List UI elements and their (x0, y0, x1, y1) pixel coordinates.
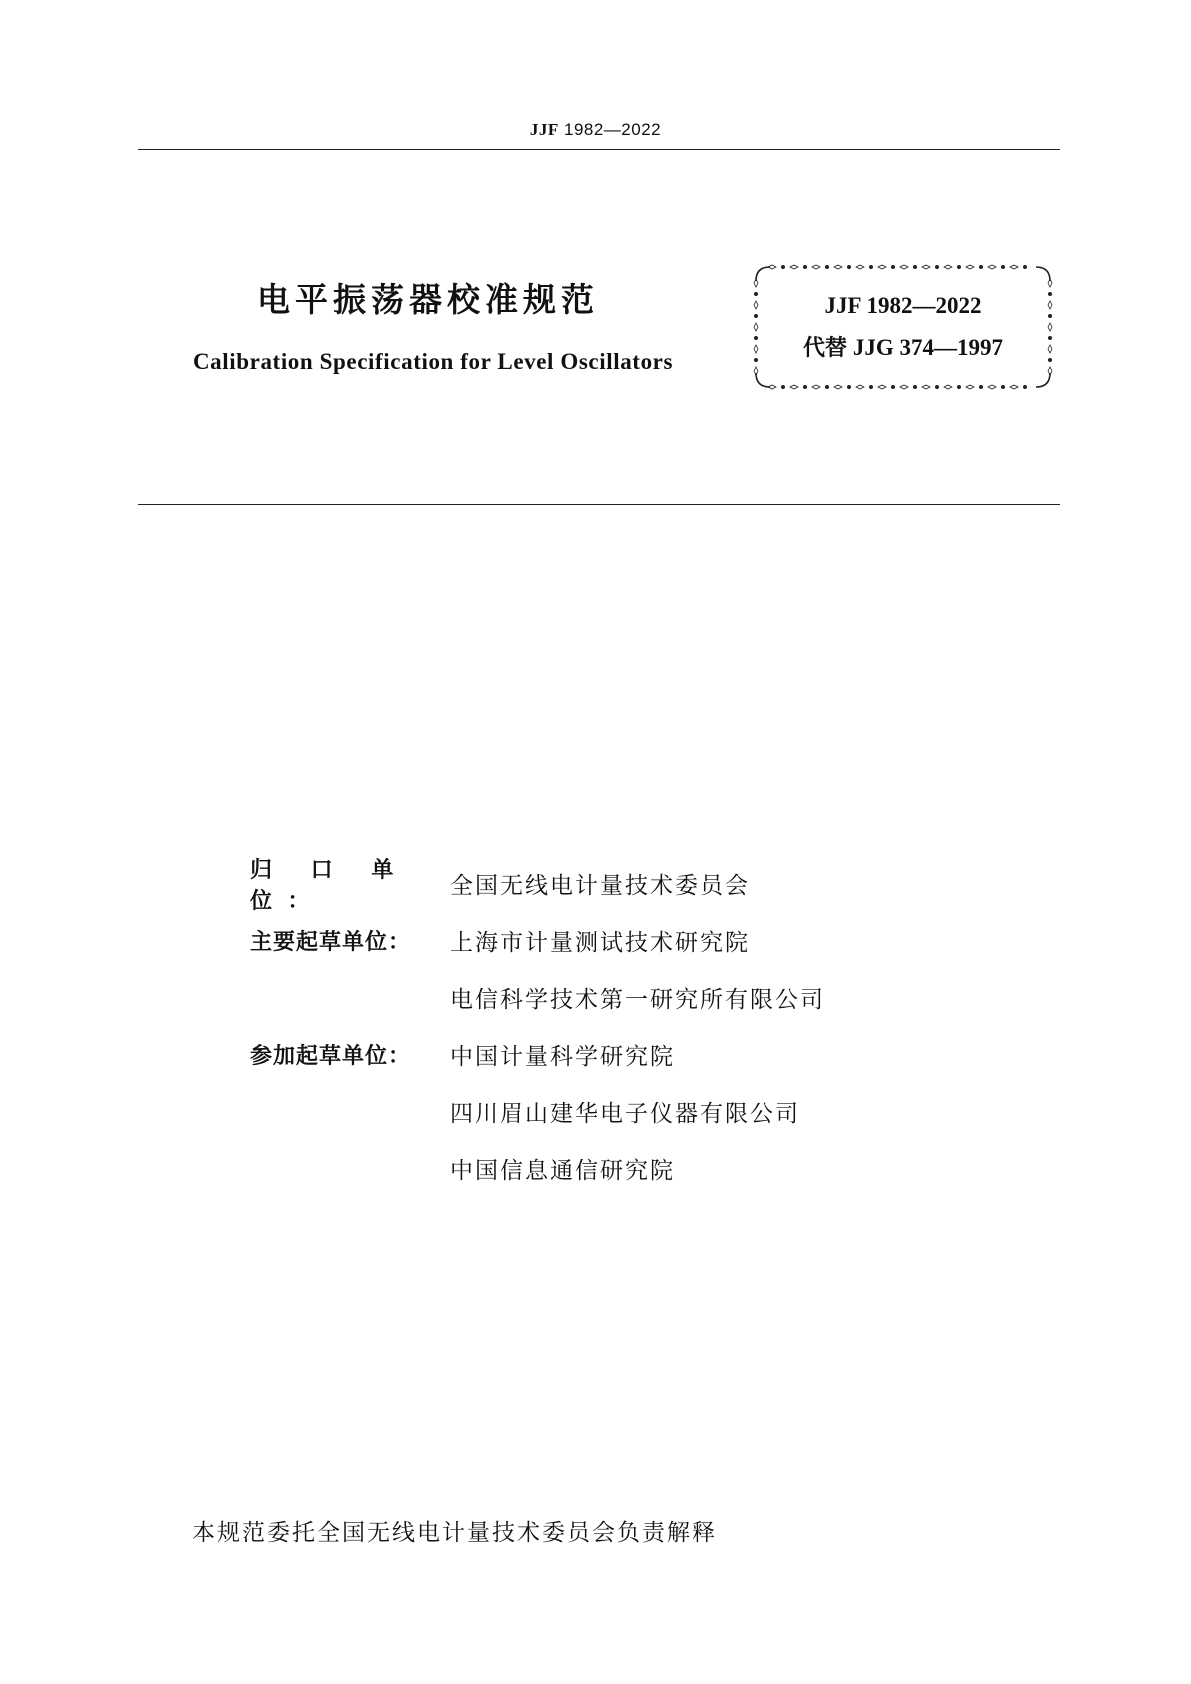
org-row-participating-3 (250, 1140, 1050, 1197)
frame-dot (935, 265, 939, 269)
frame-dot (869, 385, 873, 389)
org-label-participating: 参加起草单位： (250, 1044, 412, 1069)
frame-dot (847, 385, 851, 389)
title-english: Calibration Specification for Level Oscillators (192, 349, 674, 374)
frame-dot (891, 265, 895, 269)
replaced-code: JJG 374—1997 (852, 335, 1003, 360)
frame-diamond (922, 385, 930, 389)
frame-dot (913, 385, 917, 389)
frame-diamond (790, 385, 798, 389)
frame-diamond (900, 385, 908, 389)
frame-diamond (988, 385, 996, 389)
section-rule (138, 504, 1060, 505)
frame-diamond (754, 323, 758, 331)
frame-dot (781, 265, 785, 269)
frame-diamond (856, 265, 864, 269)
frame-corner (1036, 267, 1050, 281)
drafting-organizations (250, 855, 1050, 1197)
frame-diamond (790, 265, 798, 269)
frame-diamond (966, 385, 974, 389)
frame-dot (781, 385, 785, 389)
frame-dot (1023, 385, 1027, 389)
org-row-main-drafting-2 (250, 969, 1050, 1026)
frame-diamond (878, 385, 886, 389)
frame-diamond (966, 265, 974, 269)
frame-dot (803, 265, 807, 269)
org-label-responsible: 归 口 单 位： (250, 857, 409, 914)
frame-diamond (834, 265, 842, 269)
frame-diamond (1010, 385, 1018, 389)
running-header-number: 1982—2022 (563, 120, 662, 139)
running-header-prefix: JJF (529, 120, 559, 139)
frame-diamond (812, 265, 820, 269)
frame-dot (825, 385, 829, 389)
running-header (0, 120, 1191, 140)
org-main-drafting-2: 电信科学技术第一研究所有限公司 (450, 987, 825, 1013)
org-label-main-drafting: 主要起草单位： (250, 930, 412, 955)
frame-dot (869, 265, 873, 269)
frame-dot (935, 385, 939, 389)
frame-diamond (834, 385, 842, 389)
frame-diamond (812, 385, 820, 389)
frame-dot (957, 265, 961, 269)
org-row-main-drafting (250, 912, 1050, 969)
replaced-standard (751, 331, 1055, 362)
frame-dot (979, 265, 983, 269)
org-main-drafting-1: 上海市计量测试技术研究院 (450, 930, 750, 956)
frame-corner (756, 373, 770, 387)
org-participating-3: 中国信息通信研究院 (450, 1158, 675, 1184)
org-responsible-1: 全国无线电计量技术委员会 (450, 873, 750, 899)
frame-dot (1001, 385, 1005, 389)
org-row-participating-2 (250, 1083, 1050, 1140)
frame-diamond (856, 385, 864, 389)
frame-dot (913, 265, 917, 269)
standard-code: JJF 1982—2022 (824, 293, 982, 318)
org-participating-2: 四川眉山建华电子仪器有限公司 (450, 1101, 800, 1127)
frame-diamond (900, 265, 908, 269)
frame-dot (979, 385, 983, 389)
frame-dot (891, 385, 895, 389)
frame-dot (1023, 265, 1027, 269)
frame-diamond (988, 265, 996, 269)
frame-diamond (878, 265, 886, 269)
frame-dot (825, 265, 829, 269)
header-rule (138, 149, 1060, 150)
frame-diamond (1010, 265, 1018, 269)
frame-dot (847, 265, 851, 269)
frame-diamond (1048, 323, 1052, 331)
frame-corner (756, 267, 770, 281)
frame-corner (1036, 373, 1050, 387)
frame-diamond (922, 265, 930, 269)
interpretation-note: 本规范委托全国无线电计量技术委员会负责解释 (192, 1520, 717, 1546)
title-chinese: 电平振荡器校准规范 (257, 280, 599, 319)
code-box (751, 262, 1055, 392)
frame-dot (803, 385, 807, 389)
frame-dot (1001, 265, 1005, 269)
frame-dot (957, 385, 961, 389)
org-row-participating (250, 1026, 1050, 1083)
org-row-responsible (250, 855, 1050, 912)
frame-diamond (944, 385, 952, 389)
org-participating-1: 中国计量科学研究院 (450, 1044, 675, 1070)
frame-diamond (944, 265, 952, 269)
decorative-frame (751, 262, 1055, 392)
replace-prefix: 代替 (803, 336, 848, 361)
